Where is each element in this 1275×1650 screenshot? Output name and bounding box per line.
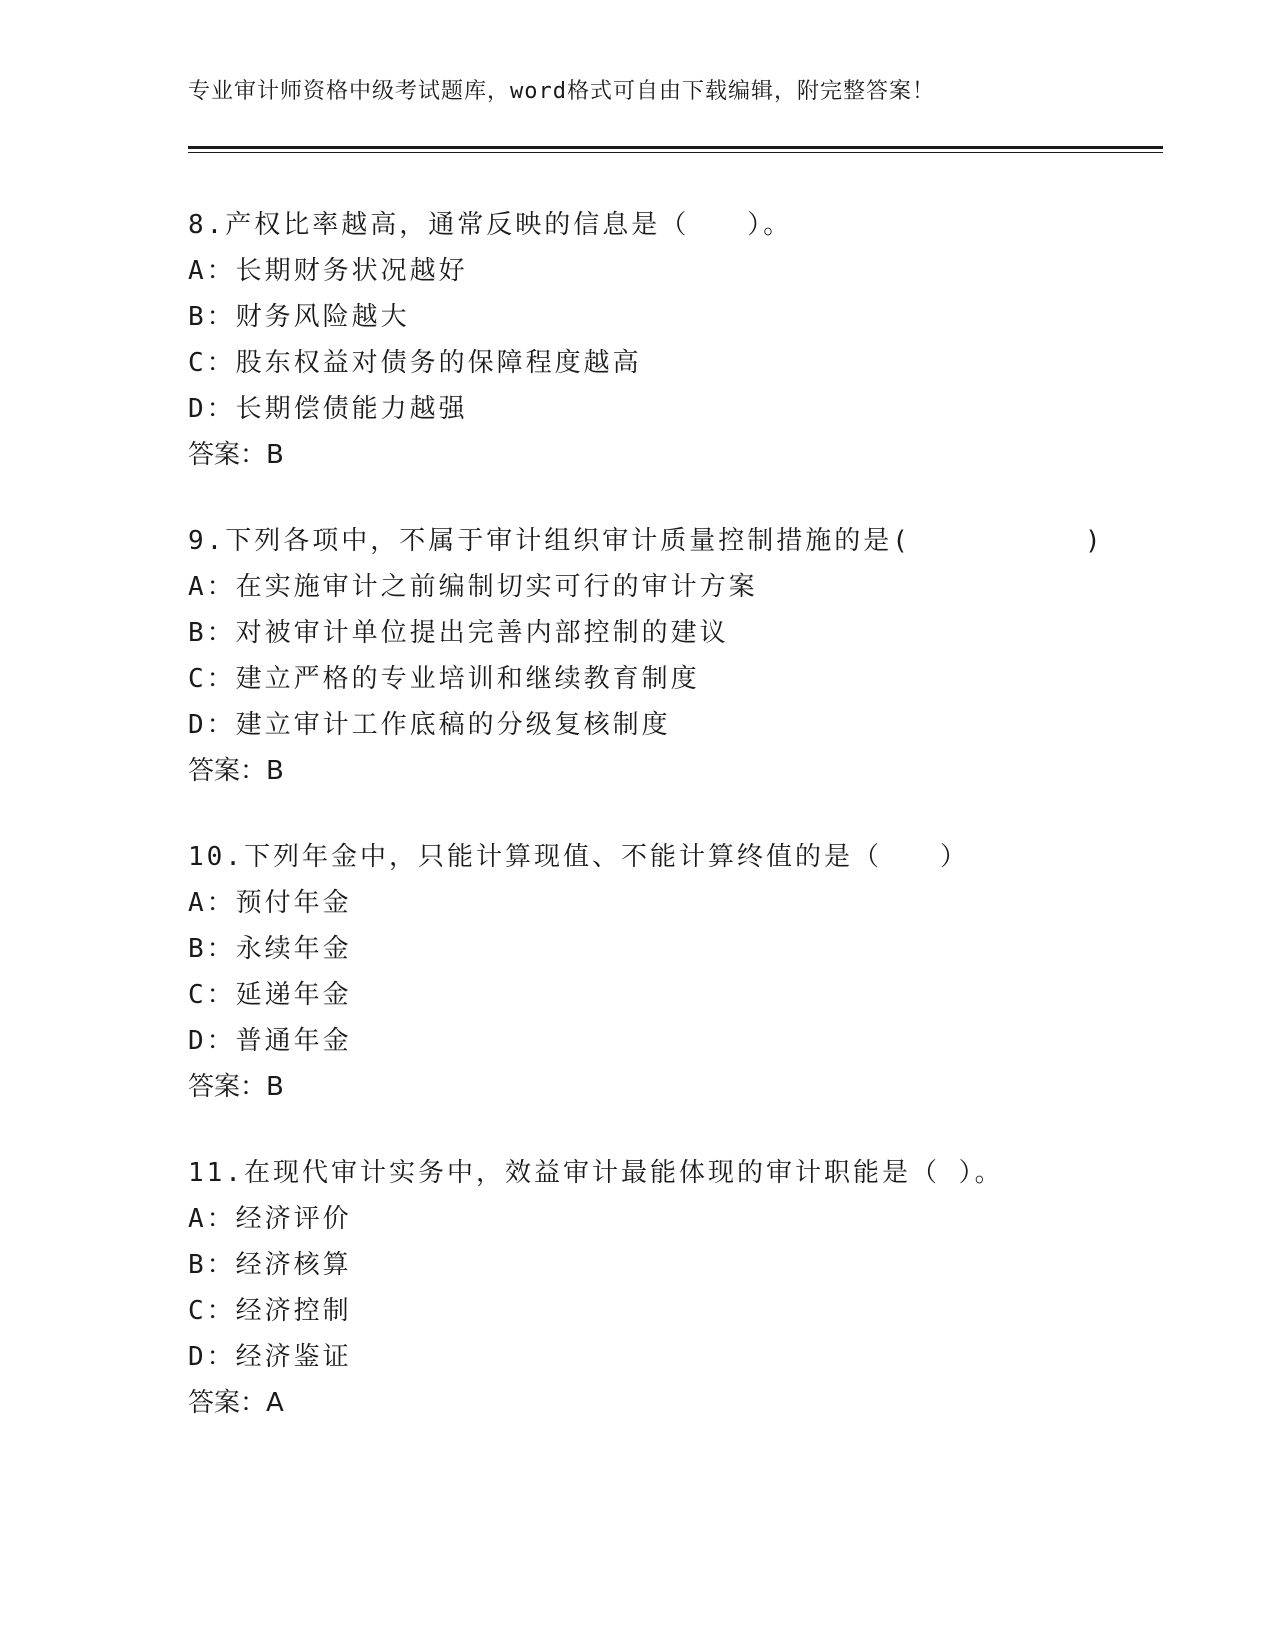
question-10 <box>188 834 1148 1110</box>
option-b: B：永续年金 <box>188 934 352 964</box>
question-8 <box>188 202 1148 478</box>
question-stem: 10.下列年金中，只能计算现值、不能计算终值的是（ ） <box>188 842 969 872</box>
answer-label: 答案：B <box>188 1072 284 1102</box>
option-c: C：延递年金 <box>188 980 352 1010</box>
option-a: A：经济评价 <box>188 1204 352 1234</box>
question-stem: 9.下列各项中，不属于审计组织审计质量控制措施的是( ) <box>188 526 1104 556</box>
question-stem: 11.在现代审计实务中，效益审计最能体现的审计职能是（ ）。 <box>188 1158 1004 1188</box>
option-b: B：财务风险越大 <box>188 302 410 332</box>
header-divider-thin <box>188 152 1163 153</box>
answer-label: 答案：A <box>188 1388 284 1418</box>
header-divider-thick <box>188 146 1163 149</box>
option-b: B：对被审计单位提出完善内部控制的建议 <box>188 618 729 648</box>
question-list <box>188 202 1148 1466</box>
option-a: A：长期财务状况越好 <box>188 256 468 286</box>
question-11 <box>188 1150 1148 1426</box>
option-c: C：经济控制 <box>188 1296 352 1326</box>
option-c: C：建立严格的专业培训和继续教育制度 <box>188 664 700 694</box>
question-9 <box>188 518 1148 794</box>
option-a: A：预付年金 <box>188 888 352 918</box>
option-c: C：股东权益对债务的保障程度越高 <box>188 348 642 378</box>
question-stem: 8.产权比率越高，通常反映的信息是（ ）。 <box>188 210 793 240</box>
option-a: A：在实施审计之前编制切实可行的审计方案 <box>188 572 758 602</box>
answer-label: 答案：B <box>188 440 284 470</box>
option-d: D：普通年金 <box>188 1026 352 1056</box>
page-header: 专业审计师资格中级考试题库，word格式可自由下载编辑，附完整答案！ <box>188 79 935 104</box>
option-d: D：长期偿债能力越强 <box>188 394 468 424</box>
answer-label: 答案：B <box>188 756 284 786</box>
option-d: D：经济鉴证 <box>188 1342 352 1372</box>
option-b: B：经济核算 <box>188 1250 352 1280</box>
option-d: D：建立审计工作底稿的分级复核制度 <box>188 710 671 740</box>
